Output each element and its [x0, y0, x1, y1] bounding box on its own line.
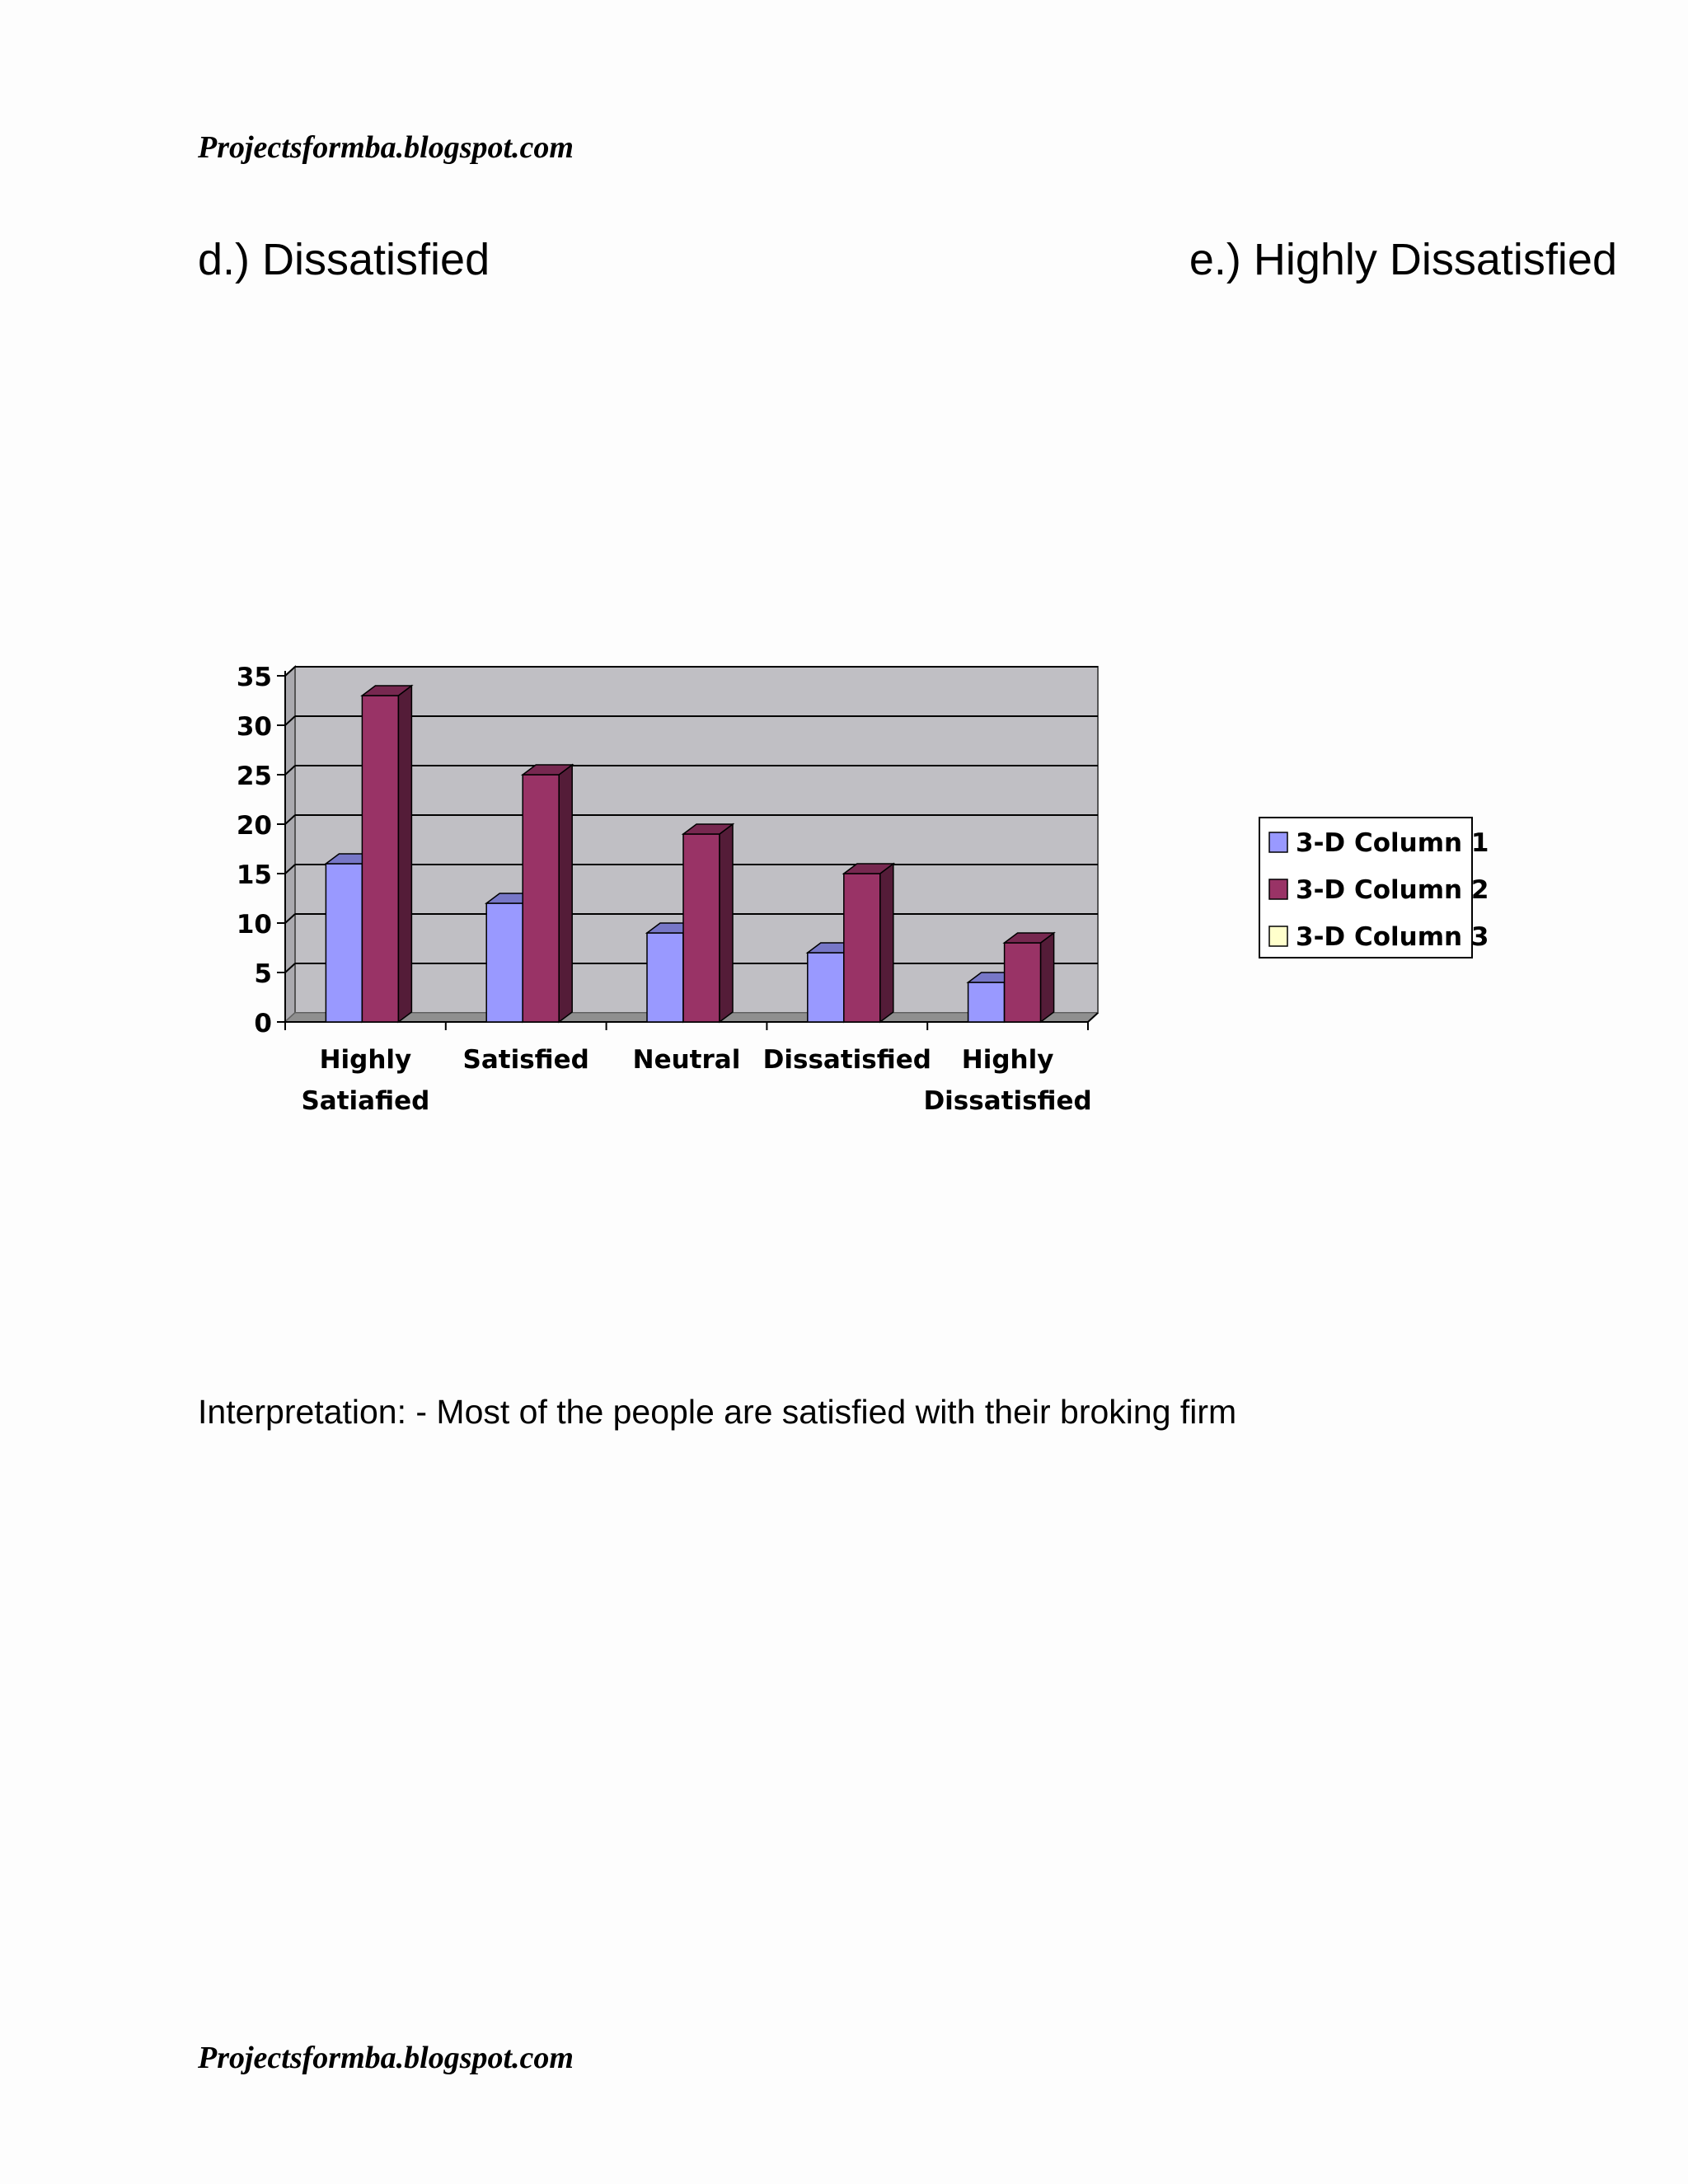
- x-category-label: Satiafied: [301, 1086, 430, 1116]
- y-tick-label: 0: [254, 1009, 272, 1038]
- y-tick-label: 25: [236, 762, 272, 791]
- legend-swatch: [1269, 832, 1287, 852]
- bar-front: [647, 933, 683, 1022]
- bar: [523, 765, 572, 1022]
- bar: [1005, 933, 1054, 1022]
- bar-front: [523, 775, 559, 1022]
- option-dissatisfied: d.) Dissatisfied: [198, 235, 490, 284]
- bar-front: [1005, 943, 1041, 1022]
- bar-front: [844, 874, 880, 1022]
- x-category-label: Highly: [319, 1045, 412, 1075]
- bar-front: [326, 864, 362, 1022]
- legend-label: 3-D Column 1: [1296, 828, 1489, 858]
- bar-side: [720, 824, 733, 1022]
- bar-front: [808, 953, 844, 1022]
- legend-label: 3-D Column 2: [1296, 875, 1489, 905]
- site-watermark-top: Projectsformba.blogspot.com: [198, 130, 574, 165]
- y-tick-label: 5: [254, 959, 272, 989]
- x-category-label: Dissatisfied: [762, 1045, 931, 1075]
- site-watermark-bottom: Projectsformba.blogspot.com: [198, 2041, 574, 2075]
- x-category-label: Neutral: [632, 1045, 741, 1075]
- bar-side: [1041, 933, 1054, 1022]
- x-category-label: Highly: [961, 1045, 1054, 1075]
- bar: [362, 686, 411, 1022]
- x-category-label: Dissatisfied: [923, 1086, 1092, 1116]
- y-tick-label: 15: [236, 860, 272, 890]
- y-tick-label: 35: [236, 663, 272, 692]
- bar-front: [968, 982, 1005, 1022]
- option-highly-dissatisfied: e.) Highly Dissatisfied: [1189, 235, 1617, 284]
- bar-front: [486, 903, 523, 1022]
- legend-label: 3-D Column 3: [1296, 922, 1489, 952]
- y-tick-label: 30: [236, 712, 272, 742]
- x-category-label: Satisfied: [462, 1045, 589, 1075]
- bar-side: [398, 686, 411, 1022]
- interpretation-text: Interpretation: - Most of the people are satisfied with their broking firm: [198, 1393, 1237, 1431]
- legend-swatch: [1269, 879, 1287, 899]
- bar: [844, 864, 893, 1022]
- bar-side: [880, 864, 893, 1022]
- bar-front: [362, 696, 398, 1022]
- y-tick-label: 10: [236, 910, 272, 940]
- bar-side: [559, 765, 572, 1022]
- y-tick-label: 20: [236, 811, 272, 841]
- legend-swatch: [1269, 926, 1287, 946]
- bar: [683, 824, 733, 1022]
- bar-front: [683, 834, 720, 1022]
- chart-legend: [1259, 818, 1489, 958]
